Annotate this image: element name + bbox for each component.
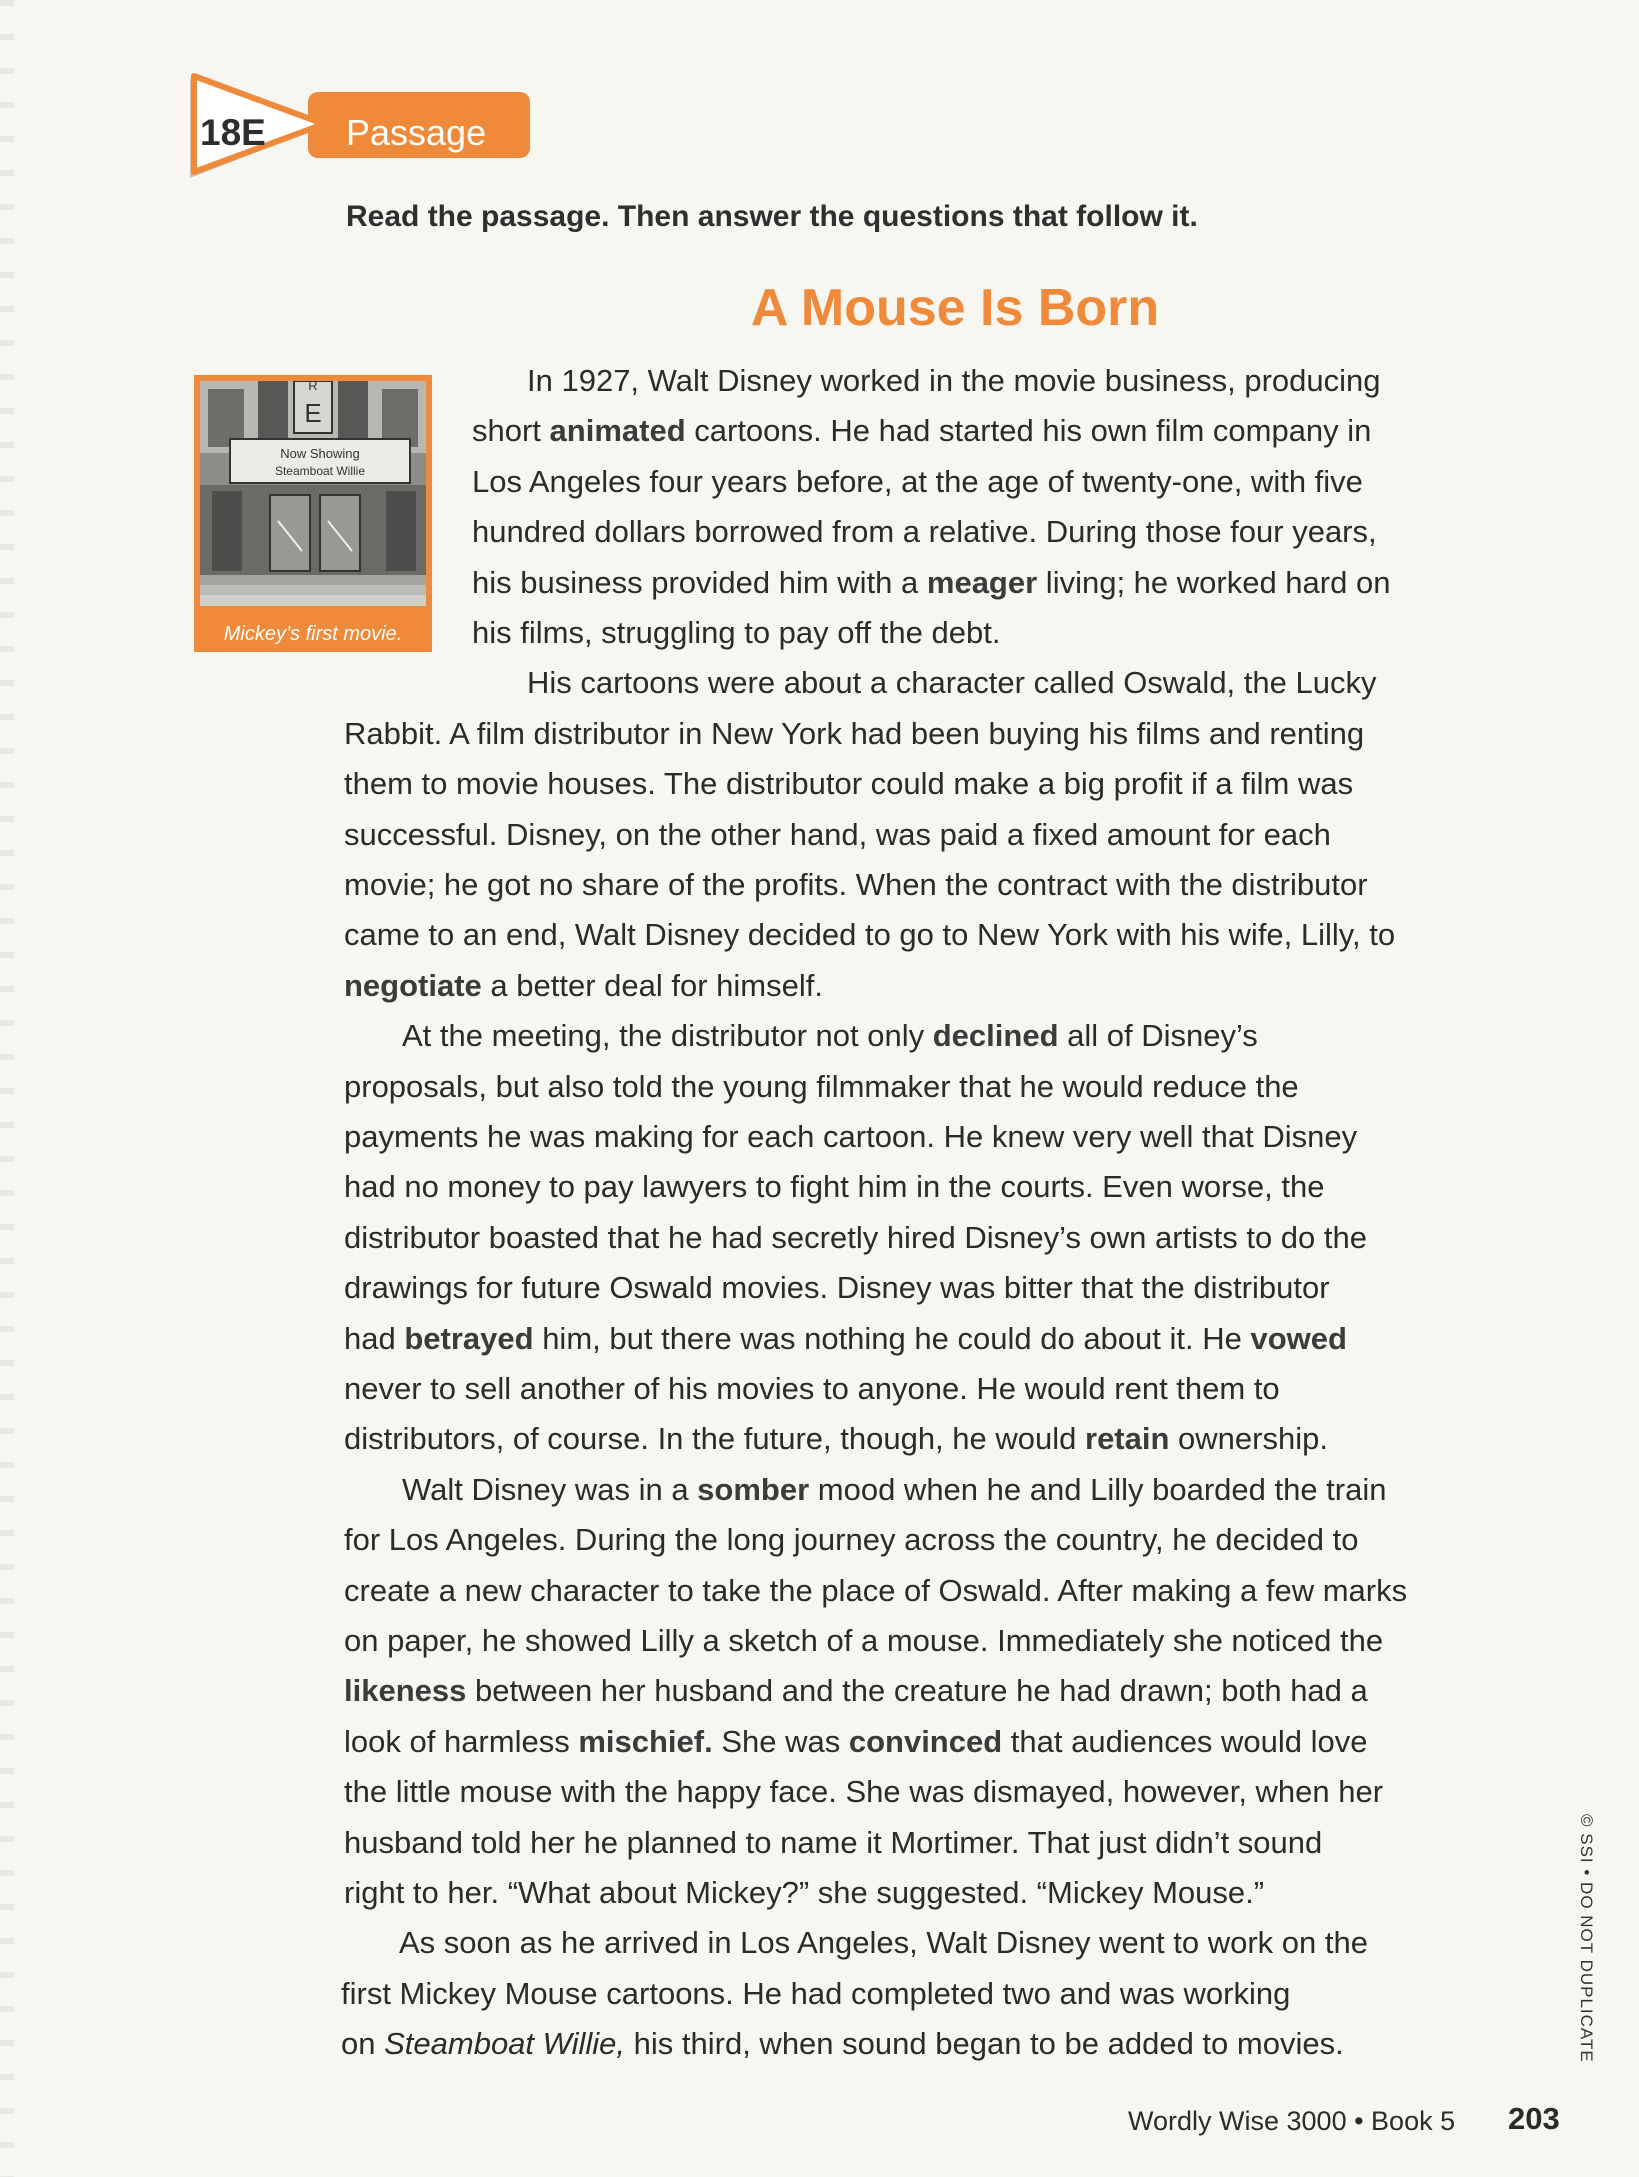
copyright-notice: © SSI • DO NOT DUPLICATE bbox=[1577, 1814, 1596, 2063]
passage-line bbox=[344, 968, 823, 1004]
passage-text: between her husband and the creature he had drawn; both had a bbox=[466, 1673, 1368, 1708]
passage-text: Los Angeles four years before, at the age of twenty-one, with five bbox=[472, 464, 1363, 499]
passage-line bbox=[344, 1522, 1358, 1558]
lesson-tab bbox=[188, 72, 532, 184]
passage-text: had bbox=[344, 1321, 405, 1356]
vocabulary-word: betrayed bbox=[404, 1321, 534, 1356]
passage-text: on paper, he showed Lilly a sketch of a mouse. Immediately she noticed the bbox=[344, 1623, 1384, 1658]
passage-line bbox=[341, 1976, 1290, 2012]
passage-line bbox=[344, 1724, 1368, 1760]
sign-letter-top: R bbox=[308, 381, 318, 393]
italic-title: Steamboat Willie, bbox=[384, 2026, 626, 2061]
passage-line bbox=[472, 565, 1390, 601]
vocabulary-word: animated bbox=[549, 413, 686, 448]
passage-text: a better deal for himself. bbox=[481, 968, 823, 1003]
passage-text: mood when he and Lilly boarded the train bbox=[809, 1472, 1387, 1507]
passage-text: As soon as he arrived in Los Angeles, Walt Disney went to work on the bbox=[399, 1925, 1368, 1960]
passage-text: had no money to pay lawyers to fight him in the courts. Even worse, the bbox=[344, 1169, 1325, 1204]
footer-book-title: Wordly Wise 3000 • Book 5 bbox=[1128, 2106, 1456, 2136]
passage-line bbox=[344, 1623, 1383, 1659]
passage-text: for Los Angeles. During the long journey across the country, he decided to bbox=[344, 1522, 1359, 1557]
passage-line bbox=[344, 1421, 1328, 1457]
passage-text: payments he was making for each cartoon. He knew very well that Disney bbox=[344, 1119, 1358, 1154]
passage-line bbox=[472, 464, 1363, 500]
passage-line bbox=[344, 1119, 1357, 1155]
passage-text: ownership. bbox=[1169, 1421, 1328, 1456]
passage-illustration bbox=[194, 375, 432, 652]
passage-line bbox=[344, 1875, 1264, 1911]
vocabulary-word: negotiate bbox=[344, 968, 482, 1003]
passage-text: Rabbit. A film distributor in New York had been buying his films and renting bbox=[344, 716, 1365, 751]
passage-line bbox=[472, 615, 1000, 651]
passage-text: In 1927, Walt Disney worked in the movie business, producing bbox=[527, 363, 1381, 398]
passage-text: Walt Disney was in a bbox=[402, 1472, 698, 1507]
passage-line bbox=[399, 1925, 1368, 1961]
passage-text: that audiences would love bbox=[1002, 1724, 1368, 1759]
passage-title: A Mouse Is Born bbox=[750, 279, 1160, 337]
vocabulary-word: convinced bbox=[848, 1724, 1003, 1759]
passage-line bbox=[402, 1018, 1258, 1054]
passage-text: him, but there was nothing he could do about it. He bbox=[533, 1321, 1251, 1356]
passage-line bbox=[344, 1169, 1324, 1205]
lesson-label: Passage bbox=[346, 112, 487, 153]
passage-text: proposals, but also told the young filmmaker that he would reduce the bbox=[344, 1069, 1299, 1104]
vocabulary-word: vowed bbox=[1250, 1321, 1347, 1356]
passage-line bbox=[344, 1371, 1280, 1407]
passage-text: His cartoons were about a character called Oswald, the Lucky bbox=[527, 665, 1377, 700]
passage-line bbox=[344, 1774, 1383, 1810]
passage-line bbox=[344, 1069, 1299, 1105]
passage-text: cartoons. He had started his own film company in bbox=[685, 413, 1372, 448]
passage-line bbox=[344, 1825, 1322, 1861]
passage-text: distributor boasted that he had secretly hired Disney’s own artists to do the bbox=[344, 1220, 1367, 1255]
passage-line bbox=[344, 917, 1395, 953]
passage-text: them to movie houses. The distributor could make a big profit if a film was bbox=[344, 766, 1354, 801]
passage-text: first Mickey Mouse cartoons. He had completed two and was working bbox=[341, 1976, 1291, 2011]
sign-letter: E bbox=[304, 398, 322, 428]
passage-text: his films, struggling to pay off the debt. bbox=[472, 615, 1001, 650]
passage-text: successful. Disney, on the other hand, was paid a fixed amount for each bbox=[344, 817, 1331, 852]
instructions: Read the passage. Then answer the questions that follow it. bbox=[346, 200, 1198, 233]
vocabulary-word: meager bbox=[926, 565, 1038, 600]
passage-text: short bbox=[472, 413, 550, 448]
passage-text: on bbox=[341, 2026, 385, 2061]
passage-line bbox=[344, 1321, 1347, 1357]
passage-line bbox=[344, 817, 1331, 853]
passage-line bbox=[341, 2026, 1344, 2062]
passage-line bbox=[402, 1472, 1387, 1508]
page-number: 203 bbox=[1508, 2101, 1560, 2136]
passage-text: all of Disney’s bbox=[1058, 1018, 1258, 1053]
passage-text: distributors, of course. In the future, though, he would bbox=[344, 1421, 1085, 1456]
passage-text: create a new character to take the place of Oswald. After making a few marks bbox=[344, 1573, 1408, 1608]
marquee-line-2: Steamboat Willie bbox=[274, 464, 366, 478]
vocabulary-word: likeness bbox=[344, 1673, 467, 1708]
passage-line bbox=[527, 363, 1381, 399]
passage-text: right to her. “What about Mickey?” she suggested. “Mickey Mouse.” bbox=[344, 1875, 1265, 1910]
passage-text: husband told her he planned to name it Mortimer. That just didn’t sound bbox=[344, 1825, 1323, 1860]
passage-line bbox=[344, 1573, 1407, 1609]
vocabulary-word: mischief. bbox=[578, 1724, 713, 1759]
passage-line bbox=[472, 514, 1377, 550]
passage-text: living; he worked hard on bbox=[1037, 565, 1391, 600]
passage-text: movie; he got no share of the profits. When the contract with the distributor bbox=[344, 867, 1368, 902]
passage-text: the little mouse with the happy face. She was dismayed, however, when her bbox=[344, 1774, 1384, 1809]
page-binding-edge bbox=[0, 0, 14, 2177]
passage-text: look of harmless bbox=[344, 1724, 579, 1759]
vocabulary-word: retain bbox=[1085, 1421, 1170, 1456]
passage-line bbox=[344, 1220, 1367, 1256]
passage-line bbox=[344, 1673, 1368, 1709]
passage-text: drawings for future Oswald movies. Disney was bitter that the distributor bbox=[344, 1270, 1330, 1305]
passage-text: his business provided him with a bbox=[472, 565, 927, 600]
figure-caption: Mickey’s first movie. bbox=[223, 623, 403, 645]
passage-line bbox=[527, 665, 1376, 701]
passage-text: She was bbox=[712, 1724, 849, 1759]
passage-line bbox=[344, 867, 1368, 903]
passage-line bbox=[472, 413, 1371, 449]
passage-text: never to sell another of his movies to anyone. He would rent them to bbox=[344, 1371, 1280, 1406]
marquee-line-1: Now Showing bbox=[280, 446, 360, 461]
passage-text: At the meeting, the distributor not only bbox=[402, 1018, 933, 1053]
passage-text: came to an end, Walt Disney decided to go to New York with his wife, Lilly, to bbox=[344, 917, 1396, 952]
passage-text: his third, when sound began to be added to movies. bbox=[625, 2026, 1344, 2061]
theater-illustration bbox=[200, 381, 426, 606]
vocabulary-word: somber bbox=[697, 1472, 810, 1507]
passage-line bbox=[344, 716, 1364, 752]
passage-text: hundred dollars borrowed from a relative. During those four years, bbox=[472, 514, 1377, 549]
lesson-code: 18E bbox=[200, 112, 266, 153]
vocabulary-word: declined bbox=[932, 1018, 1059, 1053]
passage-line bbox=[344, 1270, 1330, 1306]
passage-line bbox=[344, 766, 1353, 802]
